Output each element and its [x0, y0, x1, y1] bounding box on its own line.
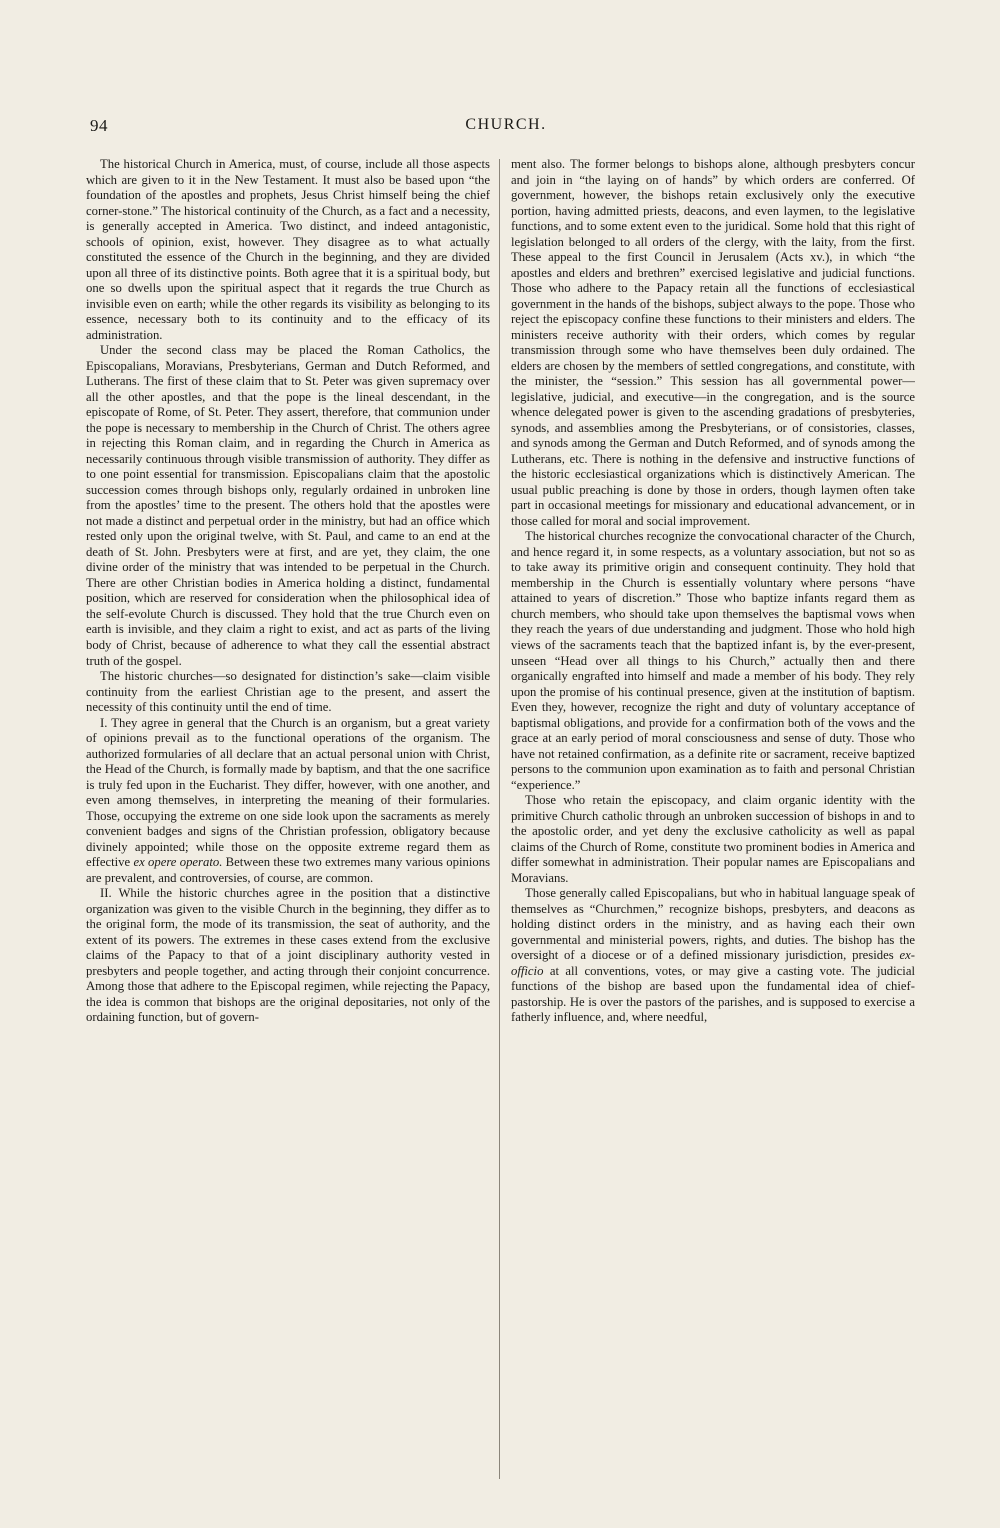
page-number: 94: [90, 116, 108, 135]
paragraph: [511, 886, 915, 1026]
paragraph: ment also. The former belongs to bishops alone, although presbyters concur and join in “the laying on of hands” by which orders are conferred. Of government, however, the bishops retain exclusively only the executive portion, having admitted priests, deacons, and even laymen, to the legislative functions, and to some extent even to the juridical. Some hold that this right of legislation belonged to all orders of the clergy, with the laity, from the first. These appeal to the first Council in Jerusalem (Acts xv.), in which “the apostles and elders and brethren” exercised legislative and judicial functions. Those who adhere to the Papacy retain all the functions of ecclesiastical government in the hands of the bishops, subject always to the pope. Those who reject the episcopacy confine these functions to their ministers and elders. The ministers receive authority with their orders, which comes by regular transmission through some who have themselves been duly ordained. The elders are chosen by the members of settled congregations, and constitute, with the minister, the “session.” This session has all governmental power—legislative, judicial, and executive—in the congregation, and is the source whence delegated power is given to the ascending gradations of presbyteries, synods, and assemblies among the Presbyterians, or of consistories, classes, and synods among the German and Dutch Reformed, and of synods among the Lutherans, etc. There is nothing in the defensive and instructive functions of the historic ecclesiastical organizations which is distinctively American. The usual public preaching is done by those in orders, though laymen often take part in occasional meetings for missionary and educational advancement, or in those called for moral and social improvement.: [511, 157, 915, 528]
running-title: CHURCH.: [465, 116, 547, 133]
paragraph-text: I. They agree in general that the Church is an organism, but a great variety of opinions prevail as to the functional operations of the organism. The authorized formularies of all declare that an actual personal union with Christ, the Head of the Church, is formally made by baptism, and that the one sacrifice is truly fed upon in the Eucharist. They differ, however, with one another, and even among themselves, in interpreting the meaning of their formularies. Those, occupying the extreme on one side look upon the sacraments as merely convenient badges and signs of the Christian profession, obligatory because divinely appointed; while those on the opposite extreme regard them as effective: [86, 715, 490, 870]
paragraph: The historical churches recognize the convocational character of the Church, and hence regard it, in some respects, as a voluntary association, but not so as to take away its primitive origin and consequent continuity. They hold that membership in the Church is essentially voluntary where persons “have attained to years of discretion.” Those who baptize infants regard them as church members, who should take upon themselves the baptismal vows when they reach the years of due understanding and judgment. Those who hold high views of the sacraments teach that the baptized infant is, by the ever-present, unseen “Head over all things to his Church,” actually then and there organically engrafted into himself and made a member of his body. They rely upon the promise of his continual presence, given at the institution of baptism. Even they, however, recognize the right and duty of voluntary acceptance of baptismal obligations, and provide for a confirmation both of the vows and the grace at an early period of moral consciousness and sense of duty. Those who have not retained confirmation, as a definite rite or sacrament, receive baptized persons to the communion upon examination as to faith and personal Christian “experience.”: [511, 529, 915, 792]
paragraph-text: He is over the pastors of the parishes, and is supposed to exercise a fatherly influence, and, where needful,: [511, 994, 915, 1025]
paragraph-text: Those generally called Episcopalians, but who in habitual language speak of themselves as “Churchmen,” recognize bishops, presbyters, and deacons as holding distinct orders in the ministry, and as having each their own governmental and ministerial powers, rights, and duties. The bishop has the oversight of a diocese or of a defined missionary jurisdiction, presides: [511, 886, 915, 963]
page-header: [90, 116, 922, 142]
paragraph: [86, 716, 490, 887]
paragraph-text: at all conventions, votes, or may give a casting vote. The judicial functions of the bishop are based upon the fundamental idea of chief-pastorship.: [511, 963, 915, 1009]
paragraph: Those who retain the episcopacy, and claim organic identity with the primitive Church catholic through an unbroken succession of bishops in and to the apostolic order, and yet deny the exclusive catholicity as well as papal claims of the Church of Rome, constitute two prominent bodies in America and differ somewhat in administration. Their popular names are Episcopalians and Moravians.: [511, 793, 915, 885]
paragraph-text: Between these two extremes many various opinions are prevalent, and controversies, of course, are common.: [86, 855, 490, 885]
right-column: [511, 157, 915, 1483]
column-divider: [499, 159, 500, 1479]
latin-phrase: ex opere operato.: [133, 855, 223, 870]
text-columns: [86, 157, 922, 1483]
paragraph: The historical Church in America, must, of course, include all those aspects which are given to it in the New Testament. It must also be based upon “the foundation of the apostles and prophets, Jesus Christ himself being the chief corner-stone.” The historical continuity of the Church, as a fact and a necessity, is generally accepted in America. Two distinct, and indeed antagonistic, schools of opinion, exist, however. They disagree as to what actually constituted the essence of the Church in the beginning, and they are divided upon all three of its distinctive points. Both agree that it is a spiritual body, but one so dwells upon the spiritual aspect that it regards the true Church as invisible even on earth; while the other regards its visibility as belonging to its essence, necessary both to its continuity and to the efficacy of its administration.: [86, 157, 490, 342]
paragraph: The historic churches—so designated for distinction’s sake—claim visible continuity from the earliest Christian age to the present, and assert the necessity of this continuity until the end of time.: [86, 669, 490, 715]
latin-phrase: ex-officio: [511, 948, 915, 978]
paragraph: II. While the historic churches agree in the position that a distinctive organization was given to the visible Church in the beginning, they differ as to the original form, the mode of its transmission, the seat of authority, and the extent of its powers. The extremes in these cases extend from the exclusive claims of the Papacy to that of a joint disciplinary authority vested in presbyters and people together, and acting through their conjoint concurrence. Among those that adhere to the Episcopal regimen, while rejecting the Papacy, the idea is common that bishops are the original depositaries, not only of the ordaining function, but of govern-: [86, 886, 490, 1025]
paragraph: Under the second class may be placed the Roman Catholics, the Episcopalians, Moravians, Presbyterians, German and Dutch Reformed, and Lutherans. The first of these claim that to St. Peter was given supremacy over all the other apostles, and that the pope is the lineal descendant, in the episcopate of Rome, of St. Peter. They assert, therefore, that communion under the pope is necessary to membership in the Church of Christ. The others agree in rejecting this Roman claim, and in regarding the Church in America as necessarily continuous through visible transmission of authority. They differ as to one point essential for transmission. Episcopalians claim that the apostolic succession comes through bishops only, regularly ordained in unbroken line from the apostles’ time to the present. The others hold that the apostles were not made a distinct and perpetual order in the ministry, but had an office which rested only upon the original twelve, with St. Paul, and came to an end at the death of St. John. Presbyters were at first, and are yet, they claim, the one divine order of the ministry that was intended to be perpetual in the Church. There are other Christian bodies in America holding a distinct, fundamental position, which are reserved for consideration when the philosophical idea of the self-evolute Church is discussed. They hold that the true Church even on earth is invisible, and they claim a right to exist, and act as parts of the living body of Christ, because of adherence to what they call the essential abstract truth of the gospel.: [86, 343, 490, 668]
left-column: [86, 157, 490, 1483]
